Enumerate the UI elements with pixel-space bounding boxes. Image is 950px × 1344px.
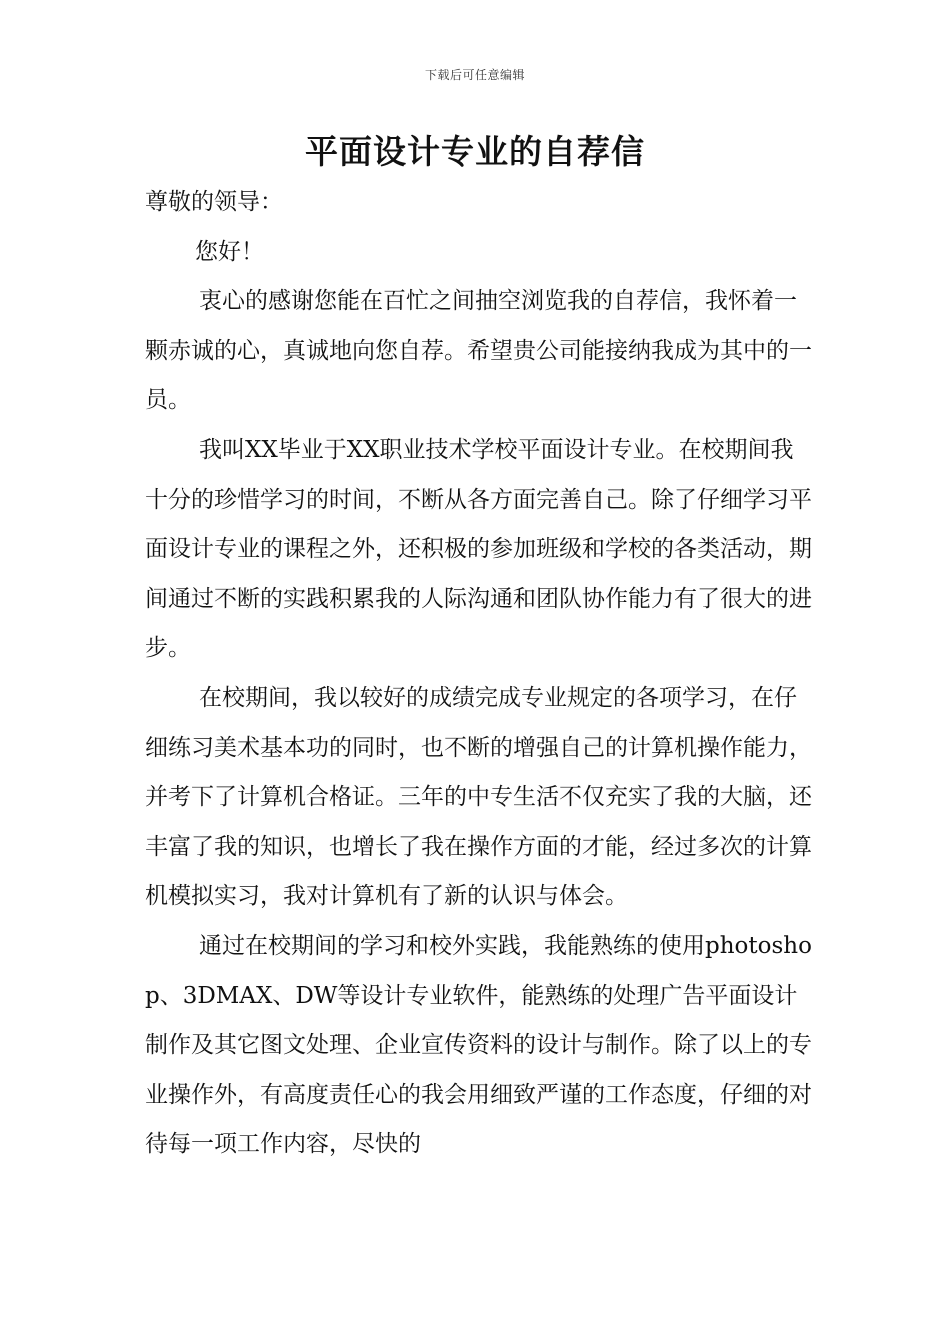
- salutation: 尊敬的领导：: [145, 189, 283, 215]
- greeting: 您好！: [195, 238, 264, 265]
- paragraph-4: 通过在校期间的学习和校外实践，我能熟练的使用photoshop、3DMAX、DW等设计专业软件，能熟练的处理广告平面设计制作及其它图文处理、企业宣传资料的设计与制作。除了以上的专业操作外，有高度责任心的我会用细致严谨的工作态度，仔细的对待每一项工作内容，尽快的: [145, 932, 812, 1158]
- paragraph-3: 在校期间，我以较好的成绩完成专业规定的各项学习，在仔细练习美术基本功的同时，也不断的增强自己的计算机操作能力，并考下了计算机合格证。三年的中专生活不仅充实了我的大脑，还丰富了我的知识，也增长了我在操作方面的才能，经过多次的计算机模拟实习，我对计算机有了新的认识与体会。: [145, 684, 812, 910]
- header-note: 下载后可任意编辑: [424, 68, 525, 82]
- letter-body: [145, 178, 815, 1170]
- paragraph-2: 我叫XX毕业于XX职业技术学校平面设计专业。在校期间我十分的珍惜学习的时间，不断从各方面完善自己。除了仔细学习平面设计专业的课程之外，还积极的参加班级和学校的各类活动，期间通过不断的实践积累我的人际沟通和团队协作能力有了很大的进步。: [145, 436, 812, 662]
- page-title: 平面设计专业的自荐信: [305, 132, 645, 171]
- paragraph-1: 衷心的感谢您能在百忙之间抽空浏览我的自荐信，我怀着一颗赤诚的心，真诚地向您自荐。希望贵公司能接纳我成为其中的一员。: [145, 288, 812, 414]
